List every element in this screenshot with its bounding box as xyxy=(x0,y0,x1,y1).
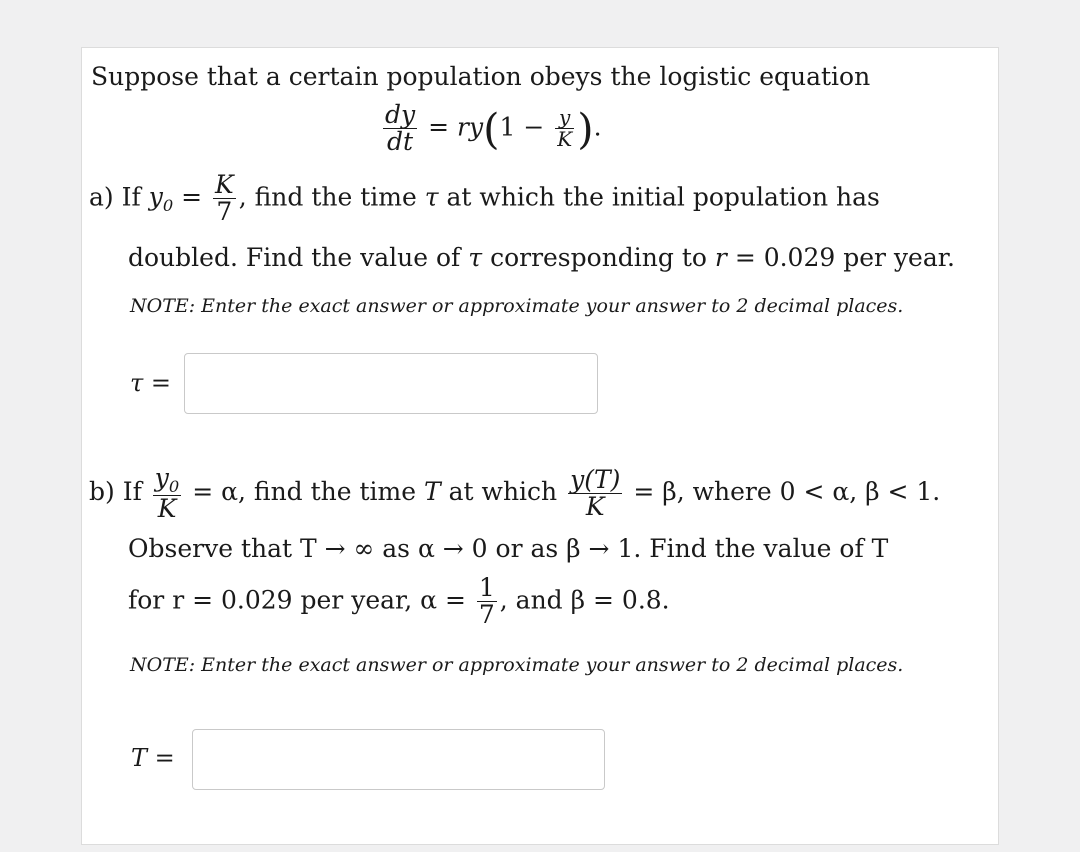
T-answer-input[interactable] xyxy=(192,729,605,790)
part-a-line-2-text: doubled. Find the value of xyxy=(128,243,461,272)
part-b-label: b) If xyxy=(89,477,142,507)
corresponding-text: corresponding to xyxy=(490,243,707,272)
equals-sign: = xyxy=(428,112,450,142)
part-b-line-3 xyxy=(128,575,670,629)
seven-denominator: 7 xyxy=(213,198,236,225)
one-minus: 1 − xyxy=(499,112,545,142)
at-which-text: at which xyxy=(448,477,558,507)
question-card xyxy=(81,47,999,845)
tau-answer-input[interactable] xyxy=(184,353,598,414)
T-answer-label: T = xyxy=(131,744,175,772)
rate-alpha-text: for r = 0.029 per year, α = xyxy=(128,585,466,615)
one-over-seven-fraction xyxy=(477,575,497,629)
part-b-line-1 xyxy=(89,465,940,522)
part-a-line-2 xyxy=(128,243,955,272)
intro-text: Suppose that a certain population obeys the logistic equation xyxy=(91,62,871,91)
k-denominator: K xyxy=(568,493,622,520)
rate-value-text: = 0.029 per year. xyxy=(734,243,955,272)
equation-period: . xyxy=(593,112,602,142)
dy-numerator: dy xyxy=(385,100,416,129)
part-a-label: a) If xyxy=(89,182,141,212)
alpha-find-text: = α, find the time xyxy=(192,477,417,507)
beta-value-text: , and β = 0.8. xyxy=(499,585,670,615)
k-denominator: K xyxy=(557,127,573,152)
tau-symbol: τ xyxy=(468,243,483,272)
k-over-7-fraction xyxy=(213,172,236,226)
r-variable: r xyxy=(714,243,727,272)
dy-dt-fraction xyxy=(383,102,417,156)
y0-variable: $y_0$ xyxy=(148,182,174,216)
y0-numerator: $y_0$ xyxy=(154,463,180,496)
dt-denominator: dt xyxy=(383,128,417,155)
part-b-line-2: Observe that T → ∞ as α → 0 or as β → 1. Find the value of T xyxy=(128,534,889,563)
part-a-note: NOTE: Enter the exact answer or approximate your answer to 2 decimal places. xyxy=(130,295,904,317)
equals-sign: = xyxy=(181,182,203,212)
tau-answer-label: τ = xyxy=(130,369,172,397)
yT-numerator: y(T) xyxy=(570,464,621,494)
find-time-text: , find the time xyxy=(238,182,417,212)
yT-over-k-fraction xyxy=(568,464,622,522)
T-symbol: T xyxy=(424,477,441,507)
k-numerator: K xyxy=(215,170,234,199)
part-a-line-1 xyxy=(89,172,880,226)
seven-denominator: 7 xyxy=(478,600,495,630)
beta-condition-text: = β, where 0 < α, β < 1. xyxy=(633,477,941,507)
part-b-note: NOTE: Enter the exact answer or approximate your answer to 2 decimal places. xyxy=(130,654,904,676)
one-numerator: 1 xyxy=(478,573,495,602)
y-over-k-fraction xyxy=(555,107,574,150)
y-numerator: y xyxy=(559,105,571,130)
ry-term: ry xyxy=(457,112,484,142)
logistic-equation xyxy=(380,102,602,156)
k-denominator: K xyxy=(153,495,181,522)
close-paren: ) xyxy=(577,104,594,154)
y0-over-k-fraction xyxy=(153,465,181,522)
open-paren: ( xyxy=(483,104,500,154)
tau-symbol: τ xyxy=(424,182,439,212)
doubled-text: at which the initial population has xyxy=(446,182,880,212)
